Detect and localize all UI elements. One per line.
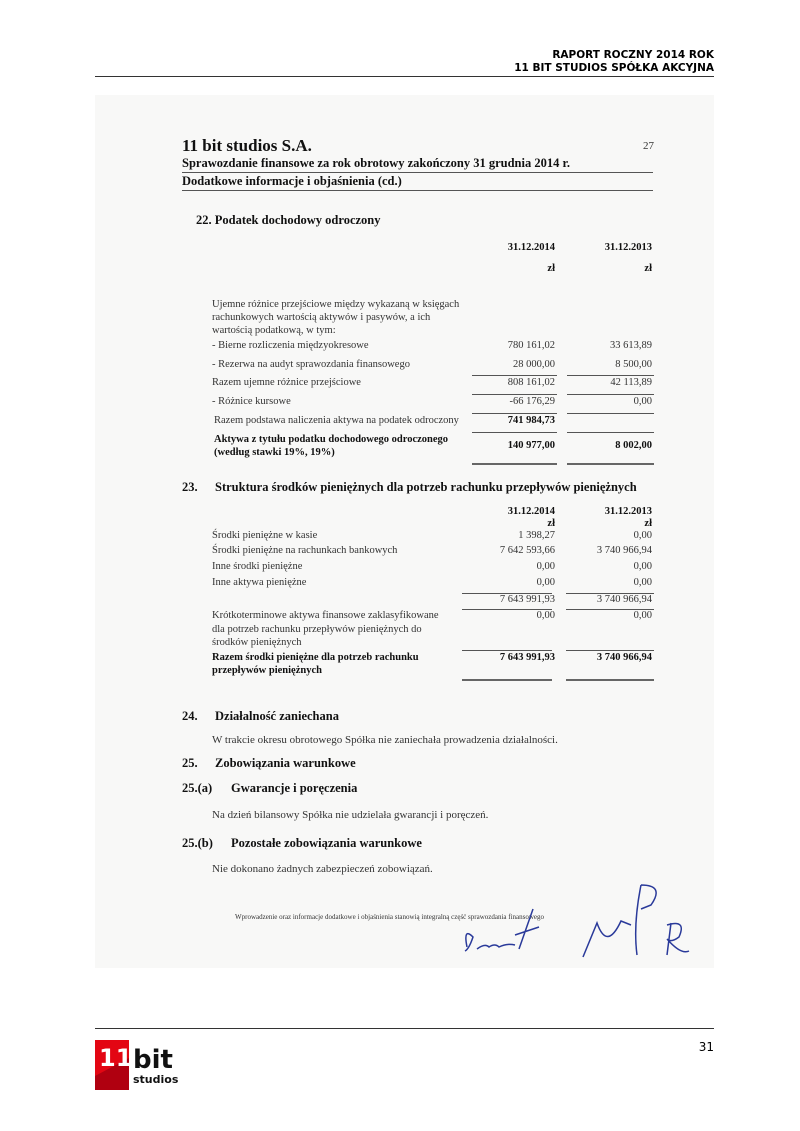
divider	[182, 190, 653, 191]
s22-row-v1: 808 161,02	[507, 377, 555, 388]
header-divider	[95, 76, 714, 77]
s22-row-label: Razem podstawa naliczenia aktywa na podatek odroczony	[214, 415, 459, 426]
s22-intro: rachunkowych wartością aktywów i pasywów, a ich	[212, 312, 431, 323]
divider	[472, 375, 557, 376]
s22-row-label: Razem ujemne różnice przejściowe	[212, 377, 361, 388]
divider	[472, 432, 557, 433]
divider	[182, 172, 653, 173]
s22-row-v1: -66 176,29	[509, 396, 555, 407]
s22-col1-header: 31.12.2014	[507, 242, 555, 253]
s22-title: 22. Podatek dochodowy odroczony	[196, 213, 381, 227]
s23-title: Struktura środków pieniężnych dla potrzeb rachunku przepływów pieniężnych	[215, 480, 637, 494]
s23-row-v2: 0,00	[633, 561, 652, 572]
s23-col1-unit: zł	[547, 518, 555, 529]
s23-short-label: dla potrzeb rachunku przepływów pieniężnych do	[212, 624, 422, 635]
s22-row-v2: 33 613,89	[610, 340, 652, 351]
s23-short-label: Krótkoterminowe aktywa finansowe zaklasyfikowane	[212, 610, 439, 621]
s25b-title: Pozostałe zobowiązania warunkowe	[231, 836, 422, 850]
divider	[462, 650, 552, 651]
s22-intro: wartością podatkową, w tym:	[212, 325, 336, 336]
s25-title: Zobowiązania warunkowe	[215, 756, 356, 770]
s25-number: 25.	[182, 756, 198, 770]
s25a-number: 25.(a)	[182, 781, 213, 795]
divider	[566, 650, 654, 651]
s25b-text: Nie dokonano żadnych zabezpieczeń zobowiązań.	[212, 863, 433, 875]
page-number: 31	[698, 1040, 714, 1054]
s23-col2-unit: zł	[644, 518, 652, 529]
s23-short-label: środków pieniężnych	[212, 637, 302, 648]
svg-text:11: 11	[99, 1044, 133, 1072]
s23-col2-header: 31.12.2013	[604, 506, 652, 517]
s23-row-v1: 1 398,27	[518, 530, 555, 541]
svg-text:studios: studios	[133, 1073, 179, 1086]
divider	[567, 413, 654, 414]
s23-short-v2: 0,00	[633, 610, 652, 621]
s23-row-label: Inne aktywa pieniężne	[212, 577, 307, 588]
scan-page-number: 27	[643, 140, 654, 152]
s23-number: 23.	[182, 480, 198, 494]
s22-row-label: - Rezerwa na audyt sprawozdania finansowego	[212, 359, 410, 370]
s22-col2-header: 31.12.2013	[604, 242, 652, 253]
s23-total-label: przepływów pieniężnych	[212, 665, 322, 676]
s22-row-v1: 780 161,02	[507, 340, 555, 351]
s23-row-v1: 0,00	[536, 577, 555, 588]
s23-subtotal-v2: 3 740 966,94	[596, 594, 652, 605]
divider	[472, 394, 557, 395]
divider	[567, 394, 654, 395]
s23-row-label: Środki pieniężne na rachunkach bankowych	[212, 545, 398, 556]
s23-total-v1: 7 643 991,93	[499, 652, 555, 663]
s22-col1-unit: zł	[547, 263, 555, 274]
s24-title: Działalność zaniechana	[215, 709, 339, 723]
svg-text:bit: bit	[133, 1045, 173, 1075]
company-logo	[95, 1040, 210, 1090]
s23-row-label: Środki pieniężne w kasie	[212, 530, 318, 541]
s22-row-v2: 42 113,89	[610, 377, 652, 388]
s23-row-v2: 0,00	[633, 577, 652, 588]
s22-total-label: (według stawki 19%, 19%)	[214, 447, 335, 458]
s22-row-v1: 741 984,73	[507, 415, 555, 426]
divider	[567, 432, 654, 433]
s23-row-v1: 7 642 593,66	[499, 545, 555, 556]
divider	[567, 375, 654, 376]
scan-subtitle: Sprawozdanie finansowe za rok obrotowy zakończony 31 grudnia 2014 r.	[182, 156, 570, 170]
s22-row-v1: 28 000,00	[513, 359, 555, 370]
signatures	[455, 875, 695, 965]
s22-row-v2: 0,00	[633, 396, 652, 407]
s24-text: W trakcie okresu obrotowego Spółka nie zaniechała prowadzenia działalności.	[212, 734, 558, 746]
section-title: Dodatkowe informacje i objaśnienia (cd.)	[182, 174, 402, 188]
s22-intro: Ujemne różnice przejściowe między wykazaną w księgach	[212, 299, 460, 310]
footnote: Wprowadzenie oraz informacje dodatkowe i objaśnienia stanowią integralną część sprawozdania finansowego	[235, 913, 545, 921]
s23-col1-header: 31.12.2014	[507, 506, 555, 517]
divider	[472, 413, 557, 414]
report-title: RAPORT ROCZNY 2014 ROK	[552, 49, 714, 61]
s23-short-v1: 0,00	[536, 610, 555, 621]
s23-subtotal-v1: 7 643 991,93	[499, 594, 555, 605]
footer-divider	[95, 1028, 714, 1029]
s22-total-label: Aktywa z tytułu podatku dochodowego odroczonego	[214, 434, 449, 445]
s23-row-label: Inne środki pieniężne	[212, 561, 303, 572]
s22-total-v2: 8 002,00	[615, 440, 652, 451]
s23-row-v2: 0,00	[633, 530, 652, 541]
double-rule	[462, 679, 552, 681]
s25a-text: Na dzień bilansowy Spółka nie udzielała gwarancji i poręczeń.	[212, 809, 489, 821]
s23-total-v2: 3 740 966,94	[596, 652, 652, 663]
double-rule	[472, 463, 557, 465]
scan-company: 11 bit studios S.A.	[182, 136, 312, 155]
s22-col2-unit: zł	[644, 263, 652, 274]
double-rule	[567, 463, 654, 465]
s22-row-v2: 8 500,00	[615, 359, 652, 370]
s24-number: 24.	[182, 709, 198, 723]
s22-row-label: - Różnice kursowe	[212, 396, 291, 407]
s23-total-label: Razem środki pieniężne dla potrzeb rachunku	[212, 652, 419, 663]
s22-total-v1: 140 977,00	[507, 440, 555, 451]
s23-row-v1: 0,00	[536, 561, 555, 572]
s23-row-v2: 3 740 966,94	[596, 545, 652, 556]
company-name: 11 BIT STUDIOS SPÓŁKA AKCYJNA	[514, 62, 714, 74]
s22-row-label: - Bierne rozliczenia międzyokresowe	[212, 340, 369, 351]
double-rule	[566, 679, 654, 681]
s25b-number: 25.(b)	[182, 836, 213, 850]
s25a-title: Gwarancje i poręczenia	[231, 781, 358, 795]
